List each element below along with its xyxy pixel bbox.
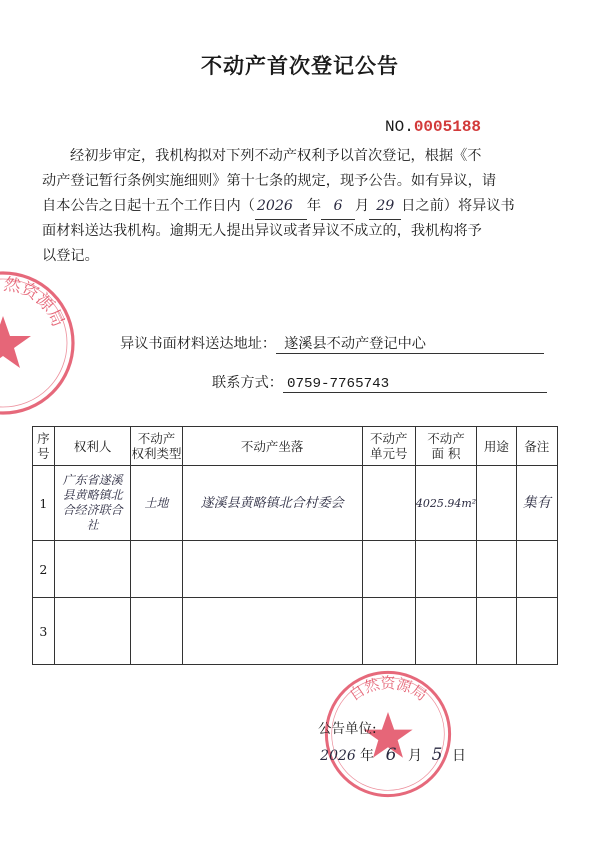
cell-unit-no	[362, 541, 415, 598]
deadline-day: 29	[369, 194, 401, 220]
cell-note	[516, 541, 557, 598]
header-holder: 权利人	[54, 427, 131, 466]
deadline-month-unit: 月	[355, 198, 370, 214]
publish-day-unit: 日	[452, 748, 466, 764]
page-title: 不动产首次登记公告	[201, 53, 399, 78]
publish-month-unit: 月	[408, 748, 422, 764]
cell-use	[477, 598, 516, 665]
deadline-year: 2026	[255, 194, 307, 220]
cell-area: 4025.94m²	[415, 466, 476, 541]
cell-note: 集有	[516, 466, 557, 541]
publish-day: 5	[431, 745, 443, 765]
publisher-label: 公告单位:	[318, 721, 377, 737]
table-header-row	[33, 427, 558, 466]
cell-holder	[54, 541, 131, 598]
table-row	[33, 598, 558, 665]
header-note: 备注	[516, 427, 557, 466]
contact-label: 联系方式：	[212, 375, 283, 391]
cell-holder	[54, 598, 131, 665]
notice-line-3-start: 自本公告之日起十五个工作日内（	[42, 198, 255, 214]
cell-right-type: 土地	[131, 466, 182, 541]
table-row	[33, 541, 558, 598]
header-area: 不动产 面 积	[415, 427, 476, 466]
notice-line-5: 以登记。	[42, 248, 99, 264]
cell-location	[182, 598, 362, 665]
publish-date	[316, 745, 466, 765]
publish-year-unit: 年	[360, 748, 374, 764]
cell-use	[477, 541, 516, 598]
cell-seq: 3	[33, 598, 55, 665]
objection-address	[120, 333, 544, 354]
header-seq: 序号	[33, 427, 55, 466]
cell-unit-no	[362, 598, 415, 665]
header-location: 不动产坐落	[182, 427, 362, 466]
notice-line-4: 面材料送达我机构。逾期无人提出异议或者异议不成立的，我机构将予	[42, 223, 482, 239]
cell-location: 遂溪县黄略镇北合村委会	[182, 466, 362, 541]
cell-area	[415, 541, 476, 598]
notice-line-3	[42, 194, 582, 220]
cell-seq: 2	[33, 541, 55, 598]
cell-use	[477, 466, 516, 541]
address-label: 异议书面材料送达地址：	[120, 336, 277, 352]
serial-prefix: NO.	[385, 118, 414, 136]
cell-area	[415, 598, 476, 665]
table-row	[33, 466, 558, 541]
official-seal-left-icon	[0, 268, 78, 418]
deadline-year-unit: 年	[306, 198, 322, 214]
property-table	[32, 426, 558, 665]
cell-location	[182, 541, 362, 598]
cell-right-type	[131, 598, 182, 665]
contact-value: 0759-7765743	[283, 376, 547, 393]
deadline-month: 6	[321, 194, 355, 220]
notice-line-3-end: 日之前）将异议书	[401, 198, 515, 214]
seal-left-text: 然资源局	[2, 274, 69, 330]
notice-line-2: 动产登记暂行条例实施细则》第十七条的规定，现予公告。如有异议，请	[42, 173, 497, 189]
serial-value: 0005188	[413, 118, 482, 136]
header-unit-no: 不动产 单元号	[362, 427, 415, 466]
cell-note	[516, 598, 557, 665]
cell-seq: 1	[33, 466, 55, 541]
seal-right-text: 自然资源局	[345, 674, 431, 705]
header-use: 用途	[477, 427, 516, 466]
address-value: 遂溪县不动产登记中心	[276, 333, 544, 354]
cell-right-type	[131, 541, 182, 598]
cell-unit-no	[362, 466, 415, 541]
contact-info	[212, 372, 547, 393]
cell-holder: 广东省遂溪县黄略镇北合经济联合社	[54, 466, 131, 541]
publish-month: 6	[385, 745, 397, 765]
publish-year: 2026	[320, 748, 356, 764]
notice-line-1: 经初步审定，我机构拟对下列不动产权利予以首次登记，根据《不	[70, 148, 482, 164]
header-right-type: 不动产 权利类型	[131, 427, 182, 466]
serial-number	[385, 118, 481, 136]
